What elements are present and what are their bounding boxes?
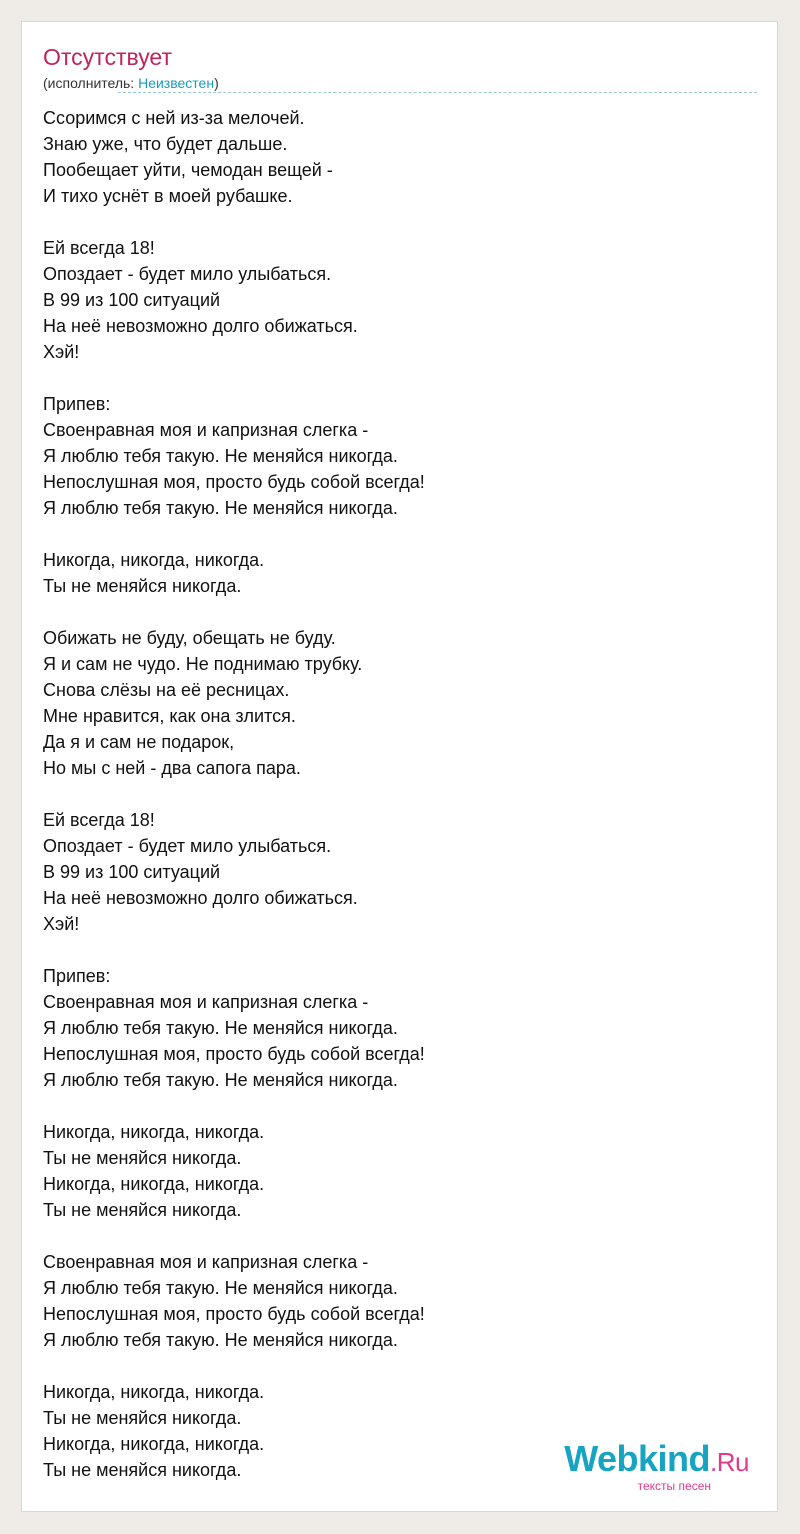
artist-line <box>43 74 219 92</box>
logo-wordmark <box>564 1438 749 1480</box>
song-title: Отсутствует <box>43 44 172 70</box>
logo-name: Webkind <box>564 1438 711 1479</box>
lyrics-text: Ссоримся с ней из-за мелочей. Знаю уже, что будет дальше. Пообещает уйти, чемодан вещей - И тихо уснёт в моей рубашке. Ей всегда 18! Опоздает - будет мило улыбаться. В 99 из 100 ситуаций На неё невозможно долго обижаться. Хэй! Припев: Своенравная моя и капризная слегка - Я люблю тебя такую. Не меняйся никогда. Непослушная моя, просто будь собой всегда! Я люблю тебя такую. Не меняйся никогда. Никогда, никогда, никогда. Ты не меняйся никогда. Обижать не буду, обещать не буду. Я и сам не чудо. Не поднимаю трубку. Снова слёзы на её ресницах. Мне нравится, как она злится. Да я и сам не подарок, Но мы с ней - два сапога пара. Ей всегда 18! Опоздает - будет мило улыбаться. В 99 из 100 ситуаций На неё невозможно долго обижаться. Хэй! Припев: Своенравная моя и капризная слегка - Я люблю тебя такую. Не меняйся никогда. Непослушная моя, просто будь собой всегда! Я люблю тебя такую. Не меняйся никогда. Никогда, никогда, никогда. Ты не меняйся никогда. Никогда, никогда, никогда. Ты не меняйся никогда. Своенравная моя и капризная слегка - Я люблю тебя такую. Не меняйся никогда. Непослушная моя, просто будь собой всегда! Я люблю тебя такую. Не меняйся никогда. Никогда, никогда, никогда. Ты не меняйся никогда. Никогда, никогда, никогда. Ты не меняйся никогда. <box>43 108 425 1480</box>
artist-prefix: (исполнитель: <box>43 75 139 91</box>
artist-suffix: ) <box>214 75 219 91</box>
logo-tld: .Ru <box>710 1447 749 1477</box>
lyrics-card <box>21 21 778 1512</box>
title-divider <box>118 92 757 93</box>
site-logo[interactable] <box>564 1438 749 1493</box>
logo-tagline: тексты песен <box>637 1479 711 1493</box>
artist-link[interactable]: Неизвестен <box>138 75 215 91</box>
